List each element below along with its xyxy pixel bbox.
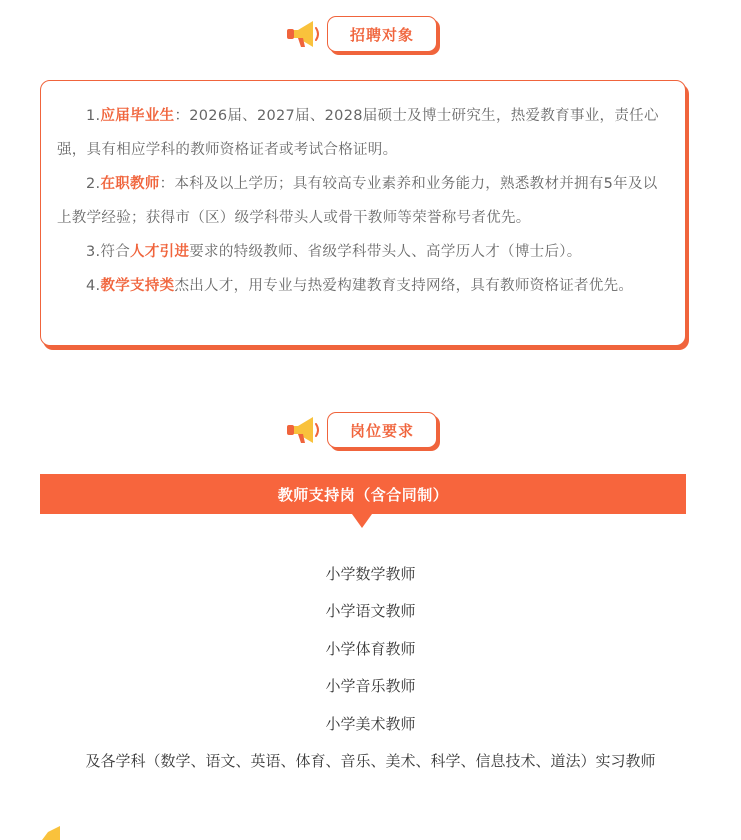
target-item-support: 4.教学支持类杰出人才，用专业与热爱构建教育支持网络，具有教师资格证者优先。	[86, 278, 634, 294]
megaphone-icon	[40, 826, 64, 840]
target-item-in-service: 2.在职教师：本科及以上学历；具有较高专业素养和业务能力，熟悉教材并拥有5年及以上教学经验；获得市（区）级学科带头人或骨干教师等荣誉称号者优先。	[57, 176, 658, 226]
position-item: 小学语文教师	[325, 602, 416, 621]
target-item-talent: 3.符合人才引进要求的特级教师、省级学科带头人、高学历人才（博士后）。	[86, 244, 582, 260]
position-item: 小学数学教师	[325, 565, 416, 583]
position-banner: 教师支持岗（含合同制）	[40, 474, 686, 514]
target-item-graduates: 1.应届毕业生：2026届、2027届、2028届硕士及博士研究生，热爱教育事业，责任心强，具有相应学科的教师资格证者或考试合格证明。	[57, 108, 659, 158]
position-item: 小学体育教师	[325, 639, 416, 658]
position-item: 小学美术教师	[325, 714, 416, 733]
position-list	[40, 556, 701, 780]
position-item: 小学音乐教师	[325, 677, 416, 696]
banner-arrow	[352, 514, 372, 528]
position-requirements-title: 岗位要求	[327, 412, 437, 448]
recruitment-targets-box	[40, 80, 686, 346]
position-requirements-header	[0, 408, 741, 456]
intern-positions-note: 及各学科（数学、语文、英语、体育、音乐、美术、科学、信息技术、道法）实习教师	[85, 752, 656, 771]
recruitment-targets-title: 招聘对象	[327, 16, 437, 52]
megaphone-icon	[285, 412, 321, 448]
megaphone-icon	[285, 16, 321, 52]
recruitment-targets-header	[0, 12, 741, 60]
